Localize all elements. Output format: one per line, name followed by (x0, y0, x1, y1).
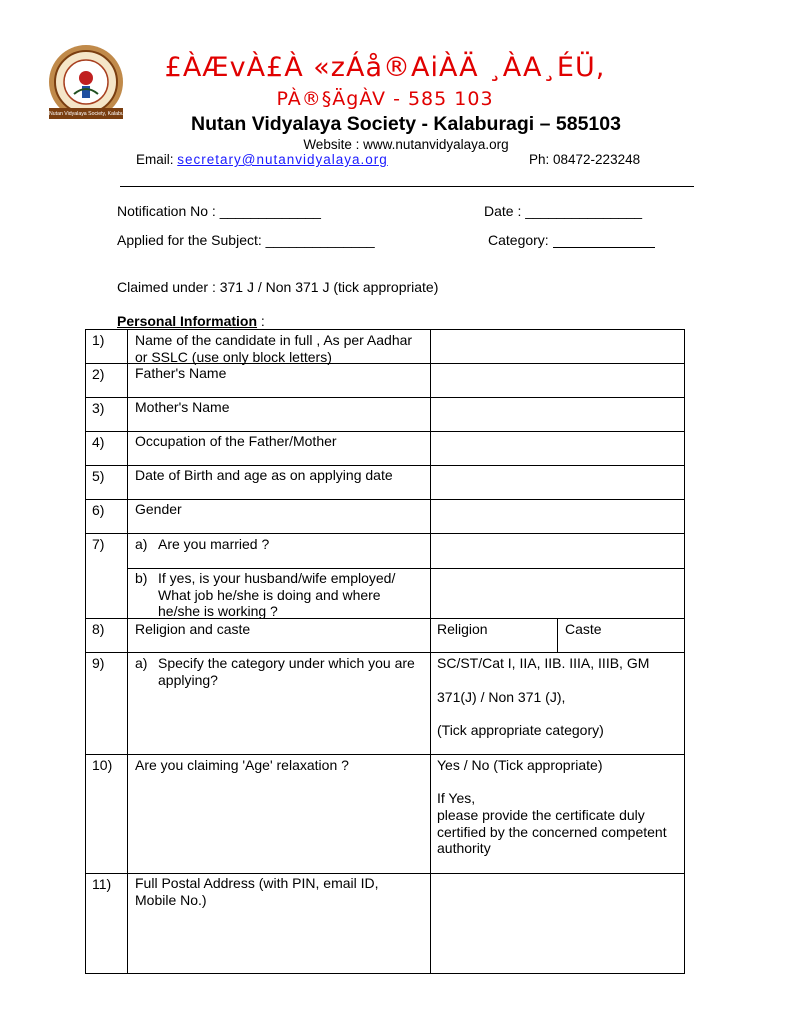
religion-column-label: Religion (437, 621, 488, 637)
category-label: Category: (488, 232, 553, 248)
category-options: SC/ST/Cat I, IIA, IIB. IIIA, IIIB, GM (437, 655, 650, 671)
row-number: 5) (92, 468, 105, 484)
row-label-dob: Date of Birth and age as on applying date (135, 467, 393, 483)
row-number: 6) (92, 502, 105, 518)
row-label-spouse-employed: If yes, is your husband/wife employed/ What job he/she is doing and where he/she is working ? (158, 570, 396, 619)
row-number: 4) (92, 434, 105, 450)
row-label-name: Name of the candidate in full , As per Aadhar or SSLC (use only block letters) (135, 332, 413, 365)
answer-cell-7a[interactable] (430, 533, 685, 569)
notification-no-field: Notification No : _____________ (117, 203, 321, 219)
row-number: 7) (92, 536, 105, 552)
answer-cell-1[interactable] (430, 329, 685, 364)
answer-cell-2[interactable] (430, 363, 685, 398)
reservation-options: 371(J) / Non 371 (J), (437, 689, 566, 705)
row-number: 8) (92, 621, 105, 637)
header-divider (120, 186, 694, 187)
row-sub-prefix: a) (135, 655, 148, 671)
personal-info-label: Personal Information (117, 313, 258, 329)
answer-cell-5[interactable] (430, 465, 685, 500)
answer-cell-6[interactable] (430, 499, 685, 534)
row-label-father: Father's Name (135, 365, 227, 381)
email-line (136, 152, 388, 167)
society-name-kannada: £ÀÆvÀ£À «zÁå®AiÀÄ ¸ÀA¸ÉÜ, (164, 52, 606, 83)
logo-caption: Nutan Vidyalaya Society, Kalaburagi (49, 111, 133, 117)
if-yes-label: If Yes, (437, 790, 476, 806)
row-label-category: Specify the category under which you are applying? (158, 655, 415, 688)
subject-field: Applied for the Subject: ______________ (117, 232, 375, 248)
tick-instruction: (Tick appropriate category) (437, 722, 604, 738)
answer-cell-3[interactable] (430, 397, 685, 432)
row-label-mother: Mother's Name (135, 399, 230, 415)
row-label-address: Full Postal Address (with PIN, email ID, Mobile No.) (135, 875, 379, 908)
answer-cell-7b[interactable] (430, 568, 685, 619)
row-number: 11) (92, 876, 112, 892)
answer-cell-4[interactable] (430, 431, 685, 466)
email-label: Email: (136, 152, 178, 167)
row-number: 1) (92, 332, 105, 348)
certificate-instruction: please provide the certificate duly certified by the concerned competent authority (437, 807, 667, 856)
yes-no-options: Yes / No (Tick appropriate) (437, 757, 603, 773)
personal-info-heading (117, 313, 265, 329)
row-number: 2) (92, 366, 105, 382)
category-field (488, 232, 655, 248)
society-city-kannada: PÀ®§ÄgÀV - 585 103 (276, 88, 494, 110)
row-sub-prefix: b) (135, 570, 148, 586)
phone-line: Ph: 08472-223248 (529, 152, 641, 167)
row-label-age-relaxation: Are you claiming 'Age' relaxation ? (135, 757, 349, 773)
row-number: 3) (92, 400, 105, 416)
caste-column-label: Caste (565, 621, 602, 637)
date-field: Date : _______________ (484, 203, 643, 219)
row-number: 10) (92, 757, 113, 773)
row-sub-prefix: a) (135, 536, 148, 552)
row-label-occupation: Occupation of the Father/Mother (135, 433, 337, 449)
category-blank (553, 234, 655, 248)
website-line: Website : www.nutanvidyalaya.org (303, 137, 509, 152)
personal-info-colon: : (257, 313, 265, 329)
row-label-gender: Gender (135, 501, 182, 517)
email-link[interactable]: secretary@nutanvidyalaya.org (177, 152, 388, 167)
claimed-under-line: Claimed under : 371 J / Non 371 J (tick appropriate) (117, 279, 439, 295)
row-label-married: Are you married ? (158, 536, 270, 552)
row-number: 9) (92, 655, 105, 671)
answer-cell-11[interactable] (430, 873, 685, 974)
society-name: Nutan Vidyalaya Society - Kalaburagi – 585103 (191, 113, 621, 135)
row-label-religion-caste: Religion and caste (135, 621, 251, 637)
